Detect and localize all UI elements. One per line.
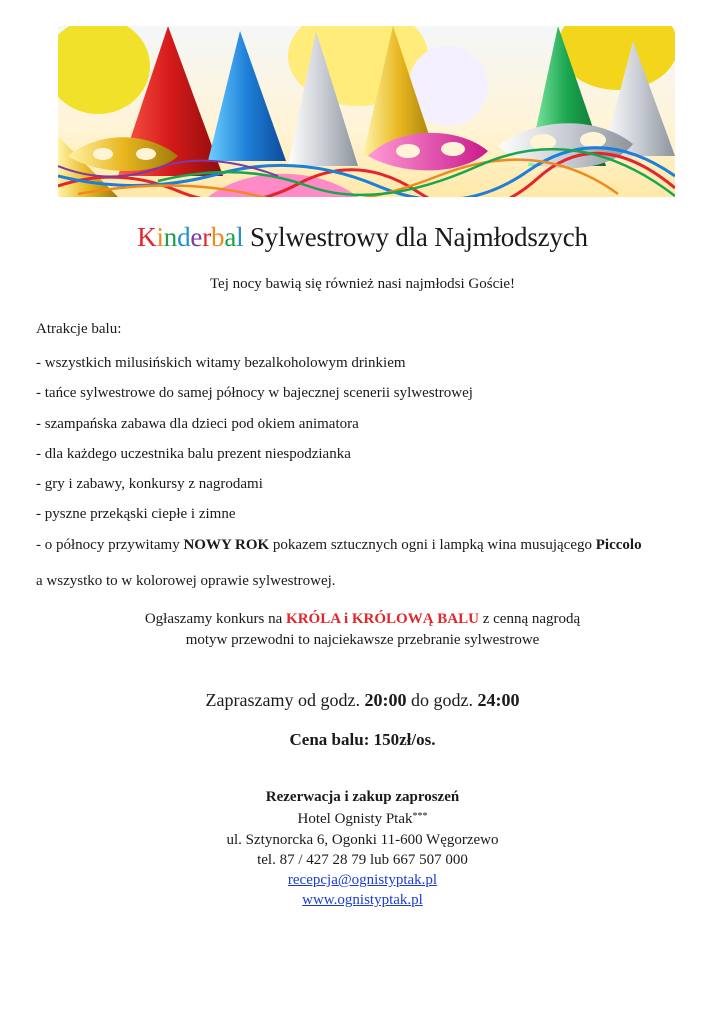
contest-announcement <box>0 609 725 651</box>
list-item: - dla każdego uczestnika balu prezent niespodzianka <box>36 445 351 462</box>
attractions-heading: Atrakcje balu: <box>36 321 122 337</box>
list-item: - wszystkich milusińskich witamy bezalkoholowym drinkiem <box>36 355 406 371</box>
page-title <box>0 222 725 253</box>
event-hours <box>0 690 725 711</box>
subtitle: Tej nocy bawią się również nasi najmłodsi Goście! <box>209 276 516 292</box>
title-letter: n <box>163 222 178 252</box>
title-colored-word <box>137 222 243 252</box>
title-letter: r <box>202 222 211 252</box>
last-item-text-a: - o północy przywitamy <box>36 536 184 553</box>
hotel-name-line <box>0 807 725 829</box>
website-link[interactable]: www.ognistyptak.pl <box>302 892 423 909</box>
party-banner-image <box>58 26 675 197</box>
piccolo-emphasis: Piccolo <box>595 536 642 553</box>
title-letter: K <box>137 222 157 252</box>
title-letter: a <box>224 222 237 252</box>
list-item: - tańce sylwestrowe do samej północy w bajecznej scenerii sylwestrowej <box>36 385 473 402</box>
list-item: - szampańska zabawa dla dzieci pod okiem animatora <box>36 415 359 432</box>
closing-line: a wszystko to w kolorowej oprawie sylwestrowej. <box>36 573 336 589</box>
title-rest: Sylwestrowy dla Najmłodszych <box>243 222 588 252</box>
ticket-price: Cena balu: 150zł/os. <box>289 730 436 749</box>
hours-to-text: do godz. <box>406 690 478 710</box>
title-letter: d <box>177 222 191 252</box>
title-letter: e <box>190 222 203 252</box>
start-time: 20:00 <box>364 690 407 710</box>
list-item <box>36 536 642 566</box>
hotel-phone: tel. 87 / 427 28 79 lub 667 507 000 <box>257 851 468 868</box>
email-link[interactable]: recepcja@ognistyptak.pl <box>287 872 438 889</box>
title-letter: b <box>211 222 225 252</box>
contest-line-2: motyw przewodni to najciekawsze przebranie sylwestrowe <box>185 632 540 648</box>
list-item: - pyszne przekąski ciepłe i zimne <box>36 506 236 523</box>
contest-line-1 <box>0 609 725 630</box>
contest-prize-text: z cenną nagrodą <box>478 611 581 627</box>
title-letter: l <box>236 222 244 252</box>
hotel-address: ul. Sztynorcka 6, Ogonki 11-600 Węgorzewo <box>226 831 499 848</box>
party-hats-illustration <box>58 26 675 197</box>
hotel-name: Hotel Ognisty Ptak <box>297 811 413 828</box>
contest-text: Ogłaszamy konkurs na <box>144 611 287 627</box>
king-queen-emphasis: KRÓLA i KRÓLOWĄ BALU <box>286 611 479 627</box>
hours-text: Zapraszamy od godz. <box>205 690 365 710</box>
last-item-text-c: pokazem sztucznych ogni i lampką wina musującego <box>269 536 596 553</box>
end-time: 24:00 <box>477 690 520 710</box>
title-letter: i <box>156 222 164 252</box>
contact-heading: Rezerwacja i zakup zaproszeń <box>265 789 460 805</box>
list-item: - gry i zabawy, konkursy z nagrodami <box>36 476 263 493</box>
new-year-emphasis: NOWY ROK <box>183 536 270 553</box>
hotel-stars: *** <box>412 811 428 823</box>
